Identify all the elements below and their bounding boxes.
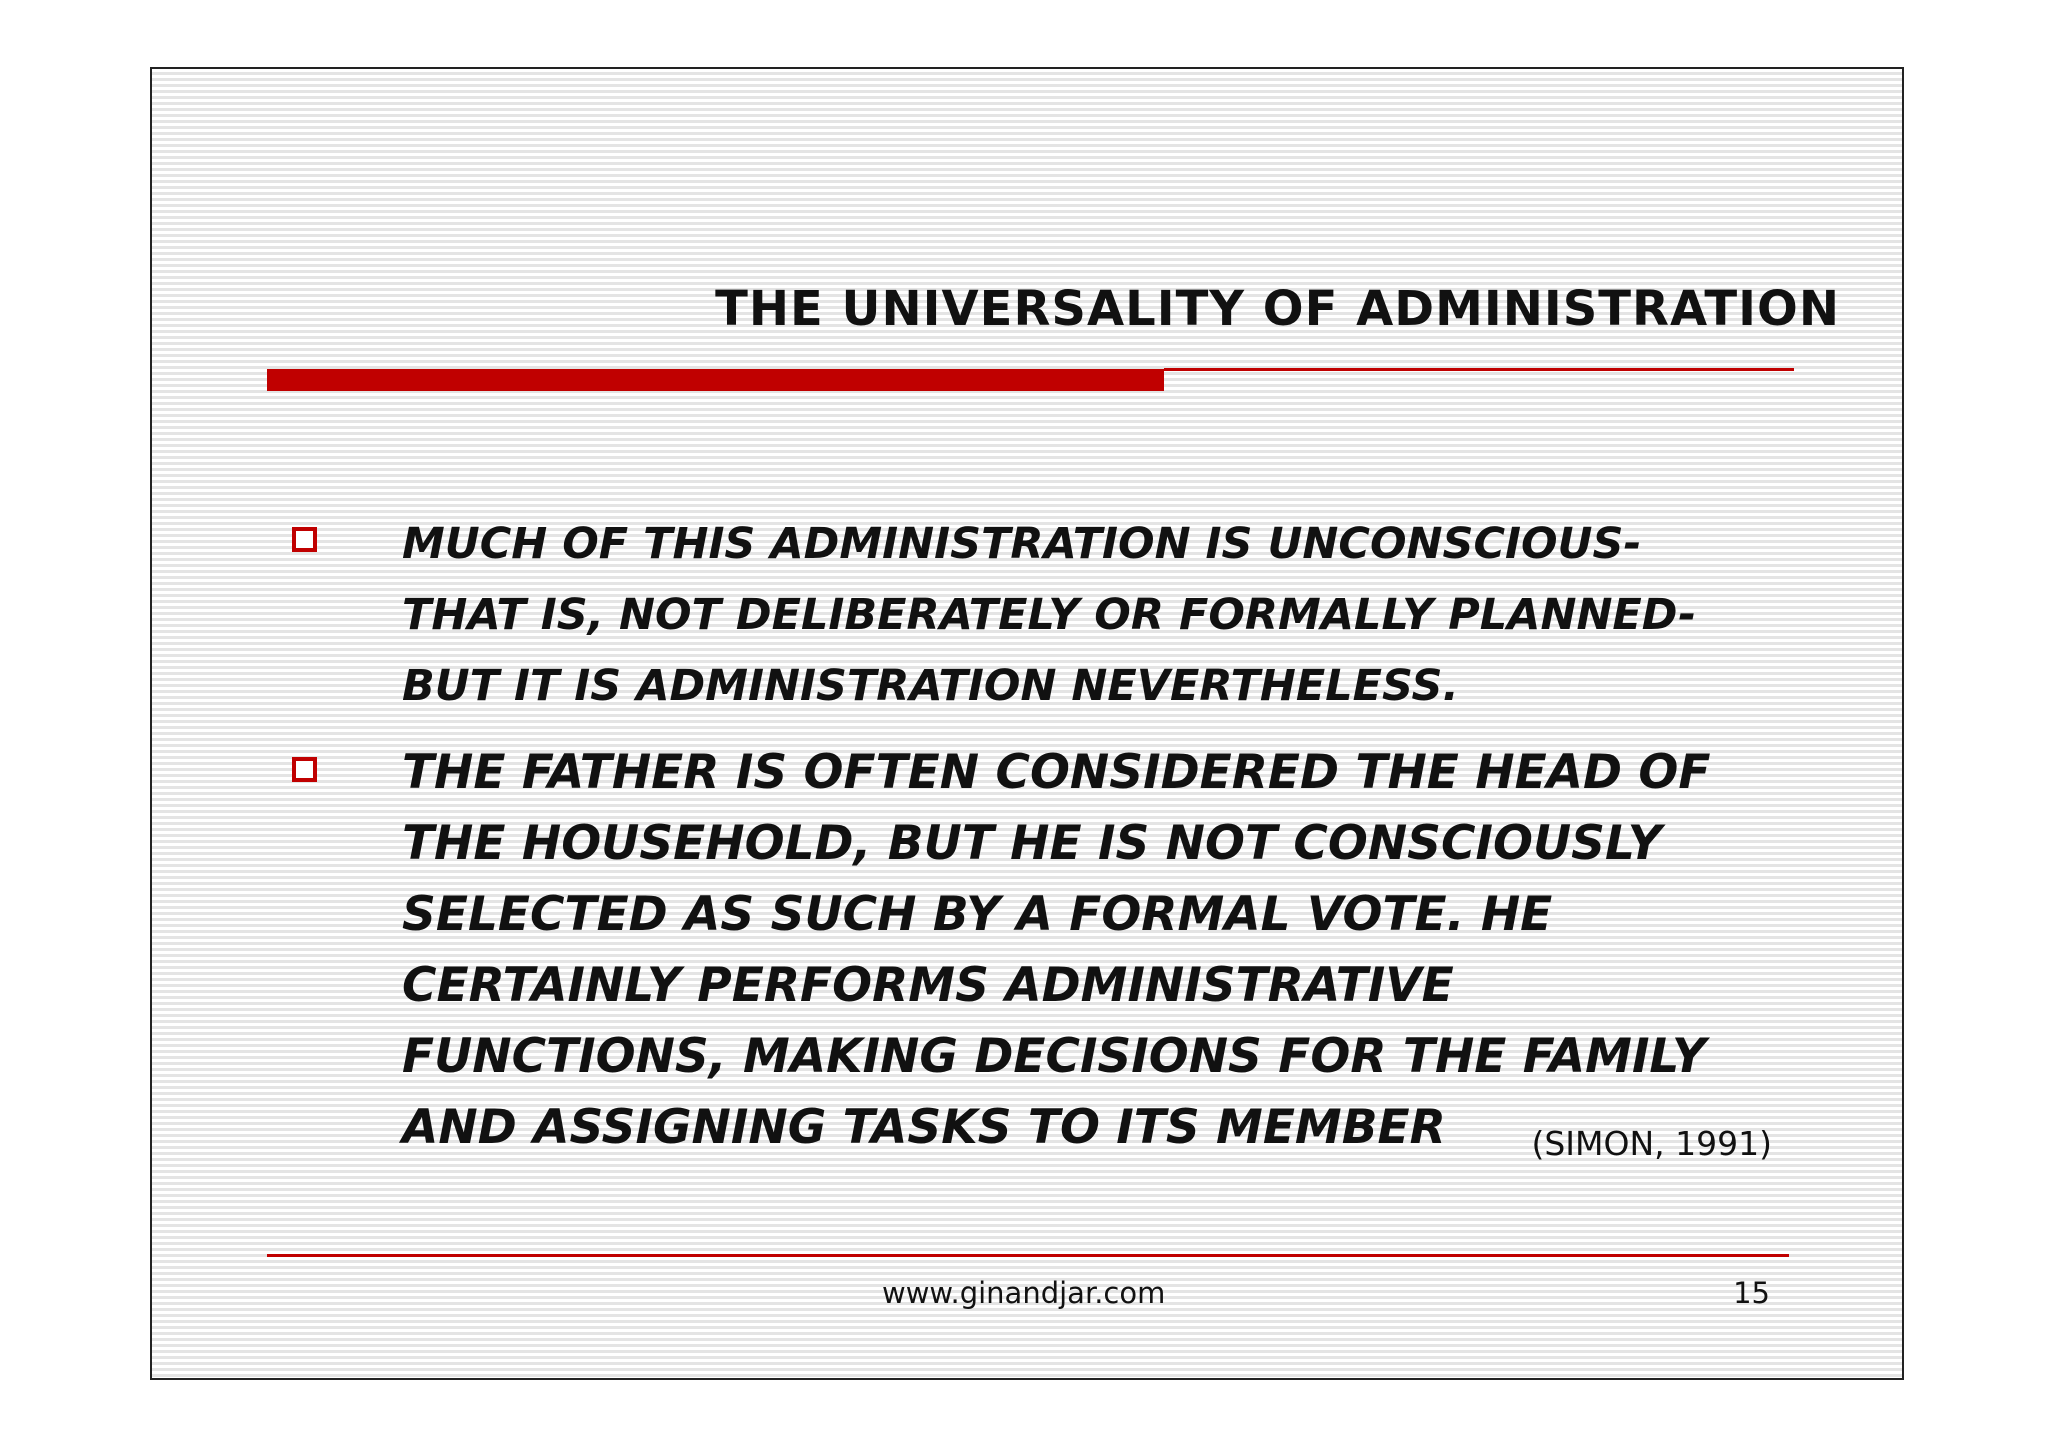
bullet-line: CERTAINLY PERFORMS ADMINISTRATIVE [402, 958, 1454, 1013]
bullet-line: THAT IS, NOT DELIBERATELY OR FORMALLY PLANNED- [402, 590, 1697, 640]
bullet-line: FUNCTIONS, MAKING DECISIONS FOR THE FAMILY [402, 1029, 1707, 1084]
square-bullet-icon [292, 527, 317, 552]
square-bullet-icon [292, 757, 317, 782]
citation: (SIMON, 1991) [1531, 1124, 1772, 1163]
slide-title: THE UNIVERSALITY OF ADMINISTRATION [715, 281, 1840, 337]
bullet-line: AND ASSIGNING TASKS TO ITS MEMBER [402, 1100, 1446, 1155]
bullet-line: THE HOUSEHOLD, BUT HE IS NOT CONSCIOUSLY [402, 816, 1662, 871]
slide [150, 67, 1904, 1380]
page-number: 15 [1733, 1276, 1770, 1310]
bullet-line: BUT IT IS ADMINISTRATION NEVERTHELESS. [402, 661, 1459, 711]
bullet-line: SELECTED AS SUCH BY A FORMAL VOTE. HE [402, 887, 1553, 942]
footer-divider [267, 1254, 1789, 1257]
title-underline-thin [1164, 368, 1794, 371]
title-underline-thick [267, 369, 1164, 391]
bullet-line: MUCH OF THIS ADMINISTRATION IS UNCONSCIOUS- [402, 519, 1642, 569]
bullet-line: THE FATHER IS OFTEN CONSIDERED THE HEAD OF [402, 745, 1711, 800]
bullet-text [402, 737, 1802, 1163]
footer-url: www.ginandjar.com [882, 1276, 1166, 1310]
bullet-text [402, 509, 1802, 722]
